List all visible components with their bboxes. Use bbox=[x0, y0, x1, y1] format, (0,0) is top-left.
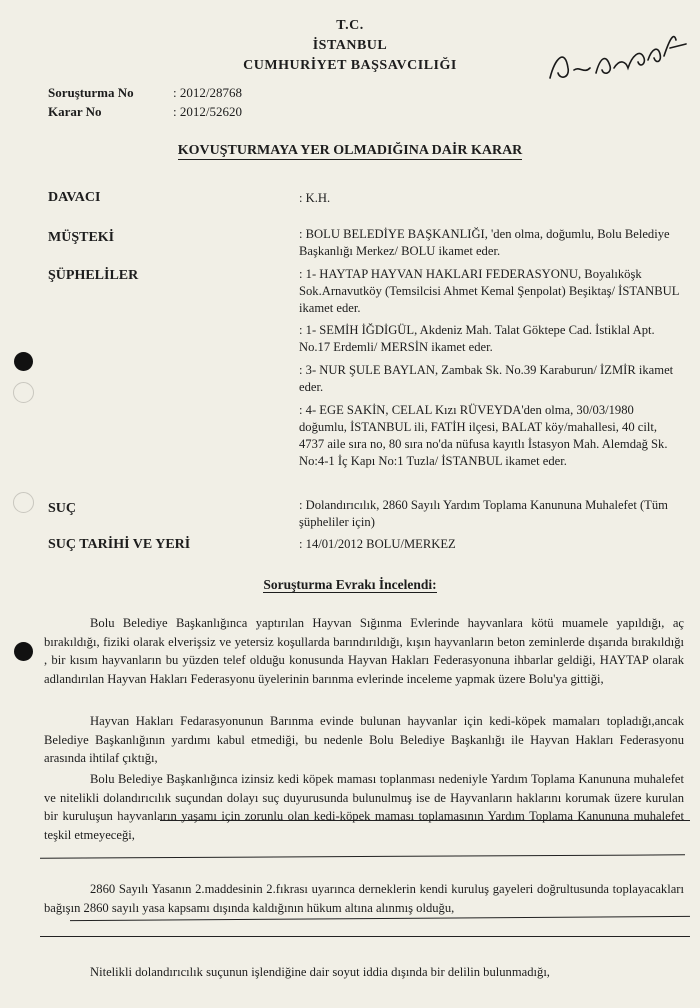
punch-hole bbox=[14, 642, 33, 661]
plaintiff-value: : K.H. bbox=[299, 191, 331, 205]
paragraph-1: Bolu Belediye Başkanlığınca yaptırılan Hayvan Sığınma Evlerinde hayvanlara kötü muamele yapıldığı, aç bırakıldığı, fiziki olarak elverişsiz ve yetersiz koşullarda barındırıldığı, kışın hayvanların beton zeminlerde dışarıda bırakıldığı , bir kısım hayvanların bu yüzden telef olduğu konusunda Hayvan Hakları Federasyonuna ihbarlar geldiği, HAYTAP olarak adlandırılan Hayvan Hakları Federasyonu üyelerinin barınma evlerinde inceleme yapmak üzere Bolu'ya gittiği, bbox=[44, 616, 684, 686]
decision-value: : 2012/52620 bbox=[173, 104, 242, 119]
plaintiff-label: DAVACI bbox=[48, 190, 101, 205]
suspects-label: ŞÜPHELİLER bbox=[48, 268, 139, 283]
investigation-value: : 2012/28768 bbox=[173, 85, 242, 100]
crime-date-value: : 14/01/2012 BOLU/MERKEZ bbox=[299, 537, 456, 551]
document-title: KOVUŞTURMAYA YER OLMADIĞINA DAİR KARAR bbox=[177, 143, 523, 158]
pen-underline bbox=[160, 820, 690, 821]
paragraph-4: 2860 Sayılı Yasanın 2.maddesinin 2.fıkrası uyarınca derneklerin kendi kuruluş gayeleri doğrultusunda toplayacakları bağışın 2860 sayılı yasa kapsamı dışında kaldığının hükum altına alınmış olduğu, bbox=[44, 882, 684, 915]
complainant-label: MÜŞTEKİ bbox=[48, 230, 115, 245]
decision-label: Karar No bbox=[48, 104, 102, 119]
punch-hole-outline bbox=[13, 382, 34, 403]
pen-underline bbox=[40, 854, 685, 858]
suspect-3: : 3- NUR ŞULE BAYLAN, Zambak Sk. No.39 Karaburun/ İZMİR ikamet eder. bbox=[299, 363, 674, 394]
suspect-4: : 4- EGE SAKİN, CELAL Kızı RÜVEYDA'den olma, 30/03/1980 doğumlu, İSTANBUL ili, FATİH ilçesi, BALAT köy/mahallesi, 40 cilt, 4737 aile sıra no, 80 sıra no'da nüfusa kayıtlı İstasyon Mah. Alemdağ Sk. No:4-1 İç Kapı No:1 Tuzla/ İSTANBUL ikamet eder. bbox=[299, 403, 668, 468]
paragraph-2: Hayvan Hakları Fedarasyonunun Barınma evinde bulunan hayvanlar için kedi-köpek mamaları topladığı,ancak Belediye Başkanlığının yardımı kabul etmediği, bu nedenle Bolu Belediye Başkanlığı ile Hayvan Hakları Federasyonu arasında ihtilaf çıktığı, bbox=[44, 714, 684, 765]
paragraph-3: Bolu Belediye Başkanlığınca izinsiz kedi köpek maması toplanması nedeniyle Yardım Toplama Kanununa muhalefet ve nitelikli dolandırıcılık suçundan dolayı suç duyurusunda bulunulmuş ise de Hayvanların haklarını korumak üzere kurulan bir kuruluşun hayvanların yaşamı için zorunlu olan kedi-köpek maması toplamasının Yardım Toplama Kanununa muhalefet teşkil etmeyeceği, bbox=[44, 772, 684, 842]
paragraph-5: Nitelikli dolandırıcılık suçunun işlendiğine dair soyut iddia dışında bir delilin bulunmadığı, bbox=[90, 965, 550, 979]
investigation-number bbox=[48, 85, 242, 101]
punch-hole-outline bbox=[13, 492, 34, 513]
investigation-label: Soruşturma No bbox=[48, 85, 134, 100]
crime-date-label: SUÇ TARİHİ VE YERİ bbox=[48, 537, 191, 552]
pen-underline bbox=[40, 936, 690, 937]
crime-label: SUÇ bbox=[48, 501, 77, 516]
punch-hole bbox=[14, 352, 33, 371]
complainant-value: : BOLU BELEDİYE BAŞKANLIĞI, 'den olma, doğumlu, Bolu Belediye Başkanlığı Merkez/ BOLU ikamet eder. bbox=[299, 227, 670, 258]
crime-value: : Dolandırıcılık, 2860 Sayılı Yardım Toplama Kanununa Muhalefet (Tüm şüpheliler için) bbox=[299, 498, 668, 529]
suspect-1: : 1- HAYTAP HAYVAN HAKLARI FEDERASYONU, Boyalıköşk Sok.Arnavutköy (Temsilcisi Ahmet Kemal Şenpolat) Beşiktaş/ İSTANBUL ikamet eder. bbox=[299, 267, 679, 315]
section-title: Soruşturma Evrakı İncelendi: bbox=[263, 577, 437, 592]
header-city: İSTANBUL bbox=[312, 38, 388, 53]
suspect-2: : 1- SEMİH İĞDİGÜL, Akdeniz Mah. Talat Göktepe Cad. İstiklal Apt. No.17 Erdemli/ MERSİN ikamet eder. bbox=[299, 323, 655, 354]
header-tc: T.C. bbox=[336, 18, 364, 33]
handwritten-signature bbox=[540, 18, 690, 88]
header-office: CUMHURİYET BAŞSAVCILIĞI bbox=[243, 58, 457, 73]
decision-number bbox=[48, 104, 242, 120]
